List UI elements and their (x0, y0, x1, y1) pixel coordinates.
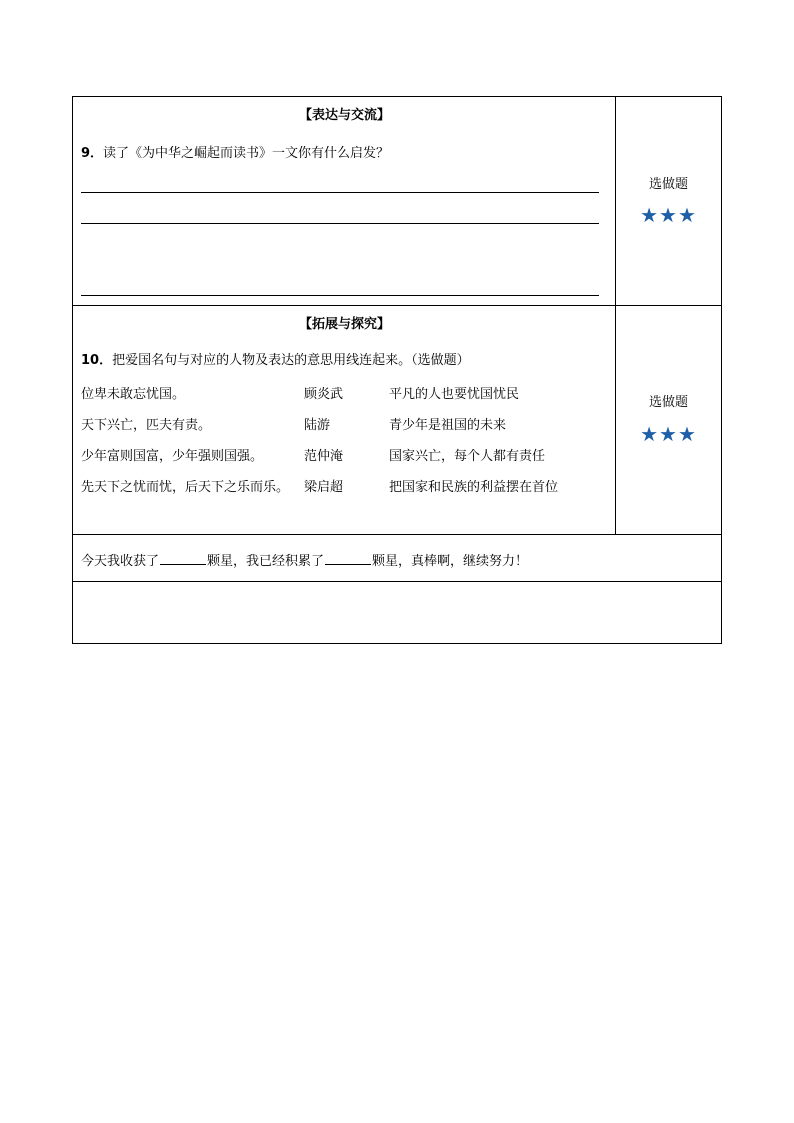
answer-line-1[interactable] (81, 192, 599, 193)
summary-text (81, 550, 528, 569)
person-item[interactable]: 顾炎武 (304, 387, 344, 402)
meaning-item[interactable]: 平凡的人也要忧国忧民 (389, 387, 520, 402)
question-10 (81, 349, 470, 368)
question-10-number: 10． (81, 353, 113, 368)
person-item[interactable]: 范仲淹 (304, 449, 344, 464)
section-extension-content (73, 306, 616, 534)
question-9 (81, 142, 389, 161)
stars-total-blank[interactable] (325, 552, 371, 565)
optional-label: 选做题 (648, 395, 688, 410)
section-expression-content (73, 97, 616, 305)
quote-item[interactable]: 少年富则国富，少年强则国强。 (81, 449, 264, 464)
section-extension-row (73, 306, 721, 535)
summary-row (73, 535, 721, 582)
section-extension-side (616, 306, 721, 534)
meaning-item[interactable]: 国家兴亡，每个人都有责任 (389, 449, 546, 464)
section-extension-title: 【拓展与探究】 (298, 317, 390, 332)
optional-label: 选做题 (648, 177, 688, 192)
summary-part-1: 今天我收获了 (81, 554, 160, 569)
section-expression-row (73, 97, 721, 306)
meaning-item[interactable]: 把国家和民族的利益摆在首位 (389, 480, 559, 495)
person-item[interactable]: 陆游 (304, 418, 331, 433)
meanings-column (389, 386, 558, 510)
section-expression-side (616, 97, 721, 305)
meaning-item[interactable]: 青少年是祖国的未来 (389, 418, 507, 433)
empty-row (73, 582, 721, 643)
stars-earned-blank[interactable] (160, 552, 206, 565)
section-expression-title: 【表达与交流】 (298, 108, 390, 123)
star-rating-icon: ★★★ (640, 422, 697, 446)
quote-item[interactable]: 位卑未敢忘忧国。 (81, 387, 186, 402)
star-rating-icon: ★★★ (640, 203, 697, 227)
summary-part-3: 颗星，真棒啊，继续努力！ (372, 554, 529, 569)
quote-item[interactable]: 先天下之忧而忧，后天下之乐而乐。 (81, 480, 290, 495)
quote-item[interactable]: 天下兴亡，匹夫有责。 (81, 418, 212, 433)
question-9-number: 9． (81, 146, 104, 161)
quotes-column (81, 386, 289, 510)
question-10-text: 把爱国名句与对应的人物及表达的意思用线连起来。（选做题） (112, 353, 470, 368)
summary-part-2: 颗星，我已经积累了 (207, 554, 325, 569)
people-column (304, 386, 343, 510)
answer-line-3[interactable] (81, 295, 599, 296)
worksheet-table (72, 96, 722, 644)
answer-line-2[interactable] (81, 223, 599, 224)
person-item[interactable]: 梁启超 (304, 480, 344, 495)
question-9-text: 读了《为中华之崛起而读书》一文你有什么启发？ (103, 146, 390, 161)
